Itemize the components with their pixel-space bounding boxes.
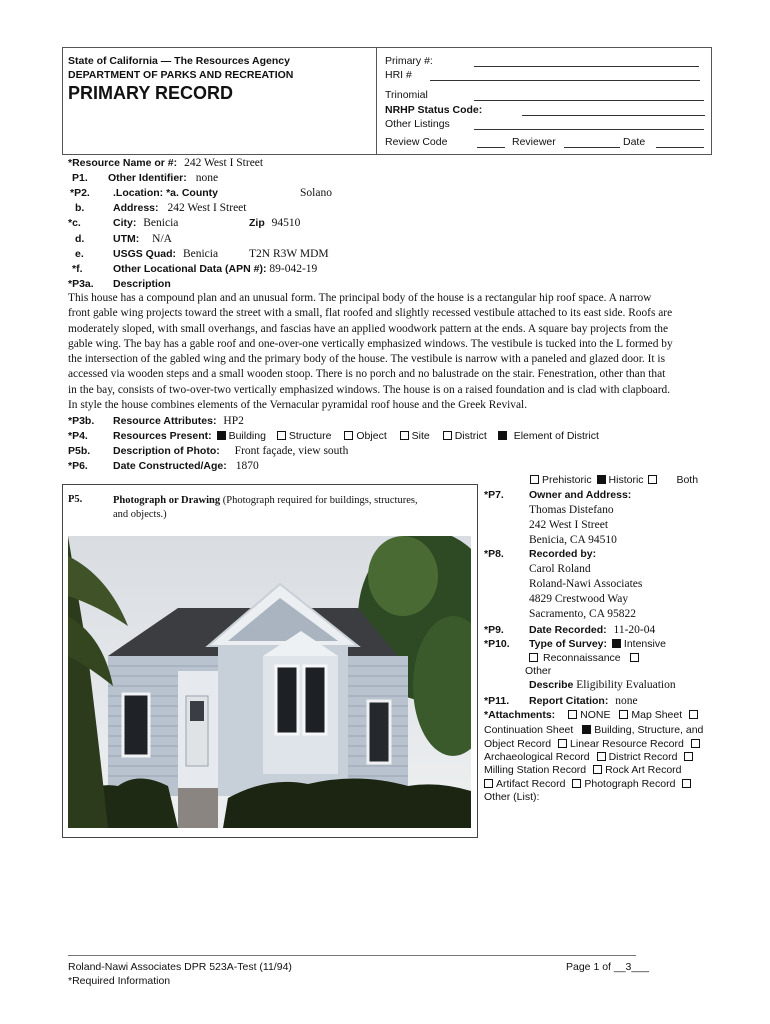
recorder-firm: Roland-Nawi Associates	[529, 578, 643, 590]
none-option: NONE	[580, 709, 611, 721]
date-constructed-label: Date Constructed/Age:	[113, 460, 227, 472]
linear-resource-option: Linear Resource Record	[570, 738, 684, 750]
hri-label: HRI #	[385, 69, 412, 81]
archaeological-checkbox[interactable]	[691, 739, 700, 748]
rock-art-checkbox[interactable]	[593, 765, 602, 774]
element-of-district-checkbox[interactable]	[498, 431, 507, 440]
owner-street: 242 West I Street	[529, 519, 609, 531]
primary-number-label: Primary #:	[385, 55, 433, 67]
department-name: DEPARTMENT OF PARKS AND RECREATION	[68, 69, 294, 81]
attributes-value: HP2	[223, 415, 244, 427]
header-divider	[376, 47, 377, 154]
survey-type-label: Type of Survey:	[529, 638, 607, 650]
zip-row	[249, 216, 300, 230]
describe-row	[529, 678, 676, 692]
description-line: accessed via wooden steps and a small wooden stoop. There is no porch and no balustrade on the stair. Fenestration, other than that	[68, 368, 666, 381]
district-option: District	[454, 430, 487, 442]
primary-number-line	[474, 57, 699, 67]
p3b-code: *P3b.	[68, 415, 95, 427]
other-survey-option: Other	[525, 665, 552, 677]
object-option: Object	[356, 430, 387, 442]
attachments-row-2	[484, 723, 703, 737]
p2-county-value: Solano	[300, 187, 332, 199]
date-recorded-row	[529, 623, 655, 637]
reviewer-line	[564, 138, 620, 148]
apn-label: Other Locational Data (APN #):	[113, 263, 267, 275]
p8-code: *P8.	[484, 548, 504, 560]
p5-note-2: and objects.)	[113, 509, 167, 520]
usgs-row	[113, 247, 218, 261]
p5-caption	[113, 494, 418, 522]
required-info-note: *Required Information	[68, 975, 171, 987]
p5b-code: P5b.	[68, 445, 91, 457]
district-checkbox[interactable]	[443, 431, 452, 440]
trinomial-label: Trinomial	[385, 89, 428, 101]
prehistoric-option: Prehistoric	[542, 474, 592, 486]
p4-code: *P4.	[68, 430, 88, 442]
attributes-row	[113, 414, 244, 428]
report-citation-row	[529, 694, 638, 708]
date-recorded-label: Date Recorded:	[529, 624, 607, 636]
apn-row	[113, 262, 317, 276]
survey-type-row	[529, 637, 666, 651]
p2-code: *P2.	[70, 187, 90, 199]
trinomial-line	[474, 91, 704, 101]
both-checkbox[interactable]	[648, 475, 657, 484]
description-line: front gable wing projects toward the street with a small, flat roofed and slightly recessed vestibule attached to its east side. Roofs are	[68, 307, 673, 320]
archaeological-option: Archaeological Record	[484, 751, 590, 763]
description-line: in the bay, consists of two-over-two vertically emphasized windows. The house is on a raised foundation and is clad with clapboard.	[68, 383, 671, 396]
recorded-by-label: Recorded by:	[529, 548, 597, 560]
resources-present-row	[113, 429, 599, 443]
p6-code: *P6.	[68, 460, 88, 472]
other-survey-checkbox[interactable]	[630, 653, 639, 662]
description-line: In style the house combines elements of the Vernacular pyramidal roof house and the Greek Revival.	[68, 399, 528, 412]
p11-code: *P11.	[484, 695, 510, 707]
date-constructed-row	[113, 459, 259, 473]
rock-art-option: Rock Art Record	[605, 764, 682, 776]
p1-value: none	[195, 172, 219, 184]
site-option: Site	[411, 430, 430, 442]
describe-value: Eligibility Evaluation	[576, 679, 676, 691]
b-code: b.	[75, 202, 85, 214]
building-option: Building	[228, 430, 266, 442]
p2-label: .Location: *a. County	[113, 187, 218, 199]
date-recorded-value: 11-20-04	[613, 624, 656, 636]
agency-name: State of California — The Resources Agency	[68, 55, 290, 67]
other-listings-label: Other Listings	[385, 118, 450, 130]
photo-description-label: Description of Photo:	[113, 445, 220, 457]
recorder-name: Carol Roland	[529, 563, 591, 575]
historic-option: Historic	[608, 474, 644, 486]
district-record-option: District Record	[608, 751, 678, 763]
apn-value: 89-042-19	[269, 263, 318, 275]
p1-fields	[108, 171, 218, 185]
utm-row	[113, 232, 172, 246]
p3a-code: *P3a.	[68, 278, 94, 290]
artifact-record-checkbox[interactable]	[484, 779, 493, 788]
description-line: the intersection of the gabled wing and the primary body of the house. The vestibule is narrow with a paneled and glazed door. It is	[68, 353, 666, 366]
continuation-sheet-checkbox[interactable]	[689, 710, 698, 719]
historic-checkbox[interactable]	[597, 475, 606, 484]
object-record-option: Object Record	[484, 738, 552, 750]
attachments-row-4	[484, 750, 696, 764]
attachments-row-5	[484, 763, 682, 777]
zip-label: Zip	[249, 217, 265, 229]
other-list-option: Other (List):	[484, 791, 540, 803]
describe-label: Describe	[529, 679, 574, 691]
description-line: This house has a compound plan and an unusual form. The principal body of the house is a rectangular hip roof space. A narrow	[68, 292, 652, 304]
p1-row	[72, 171, 88, 185]
attributes-label: Resource Attributes:	[113, 415, 217, 427]
address-value: 242 West I Street	[167, 202, 247, 214]
e-code: e.	[75, 248, 84, 260]
f-code: *f.	[72, 263, 83, 275]
usgs-value: Benicia	[182, 248, 219, 260]
both-option: Both	[676, 474, 699, 486]
hri-line	[430, 71, 700, 81]
photograph-record-option: Photograph Record	[584, 778, 676, 790]
description-line: gable wing. The bay has a gable roof and one-over-one vertically emphasized windows. The vestibule is tucked into the L formed by	[68, 337, 673, 350]
city-row	[113, 216, 178, 230]
nrhp-status-line	[522, 106, 705, 116]
continuation-sheet-option: Continuation Sheet	[484, 724, 574, 736]
photo-description-row	[113, 444, 348, 458]
utm-label: UTM:	[113, 233, 140, 245]
building-checkbox[interactable]	[217, 431, 226, 440]
linear-resource-checkbox[interactable]	[558, 739, 567, 748]
form-identifier: Roland-Nawi Associates DPR 523A-Test (11/94)	[68, 961, 292, 973]
owner-city: Benicia, CA 94510	[529, 534, 617, 546]
p7-code: *P7.	[484, 489, 504, 501]
resource-name-value: 242 West I Street	[184, 157, 264, 169]
footer-divider	[68, 955, 636, 956]
city-value: Benicia	[143, 217, 179, 229]
object-checkbox[interactable]	[344, 431, 353, 440]
address-label: Address:	[113, 202, 159, 214]
date-line	[656, 138, 704, 148]
p10-code: *P10.	[484, 638, 510, 650]
attachments-row-6	[484, 777, 694, 791]
structure-checkbox[interactable]	[277, 431, 286, 440]
date-label: Date	[623, 136, 646, 148]
review-code-line	[477, 138, 505, 148]
recorder-city: Sacramento, CA 95822	[529, 608, 636, 620]
page-title: PRIMARY RECORD	[68, 83, 234, 103]
owner-label: Owner and Address:	[529, 489, 632, 501]
map-sheet-option: Map Sheet	[631, 709, 683, 721]
house-photo	[68, 536, 471, 828]
p5-code: P5.	[68, 494, 83, 505]
attachments-row-3	[484, 737, 703, 751]
none-checkbox[interactable]	[568, 710, 577, 719]
d-code: d.	[75, 233, 85, 245]
address-row	[113, 201, 246, 215]
recorder-street: 4829 Crestwood Way	[529, 593, 629, 605]
city-label: City:	[113, 217, 137, 229]
reconnaissance-row	[527, 651, 642, 665]
c-code: *c.	[68, 217, 81, 229]
artifact-record-option: Artifact Record	[496, 778, 566, 790]
resource-name-row	[68, 156, 263, 170]
photograph-record-checkbox[interactable]	[572, 779, 581, 788]
review-code-label: Review Code	[385, 136, 448, 148]
photo-description-value: Front façade, view south	[234, 445, 349, 457]
reconnaissance-option: Reconnaissance	[543, 652, 621, 664]
usgs-township: T2N R3W MDM	[249, 248, 329, 260]
intensive-option: Intensive	[623, 638, 666, 650]
map-sheet-checkbox[interactable]	[619, 710, 628, 719]
intensive-checkbox[interactable]	[612, 639, 621, 648]
p9-code: *P9.	[484, 624, 504, 636]
p5-label: Photograph or Drawing	[113, 495, 221, 506]
reviewer-label: Reviewer	[512, 136, 556, 148]
element-of-district-option: Element of District	[513, 430, 599, 442]
milling-station-checkbox[interactable]	[684, 752, 693, 761]
prehistoric-checkbox[interactable]	[530, 475, 539, 484]
site-checkbox[interactable]	[400, 431, 409, 440]
other-listings-line	[474, 120, 704, 130]
p3a-label: Description	[113, 278, 171, 290]
attachments-label: *Attachments:	[484, 709, 556, 721]
p1-code: P1.	[72, 172, 88, 184]
structure-option: Structure	[288, 430, 332, 442]
p5-note: (Photograph required for buildings, structures,	[222, 495, 418, 506]
district-record-checkbox[interactable]	[597, 752, 606, 761]
other-list-checkbox[interactable]	[682, 779, 691, 788]
building-structure-option: Building, Structure, and	[594, 724, 704, 736]
utm-value: N/A	[152, 233, 172, 245]
nrhp-status-label: NRHP Status Code:	[385, 104, 483, 116]
date-constructed-value: 1870	[235, 460, 259, 472]
report-citation-value: none	[615, 695, 638, 707]
reconnaissance-checkbox[interactable]	[529, 653, 538, 662]
p1-label: Other Identifier:	[108, 172, 187, 184]
owner-name: Thomas Distefano	[529, 504, 614, 516]
age-options-row	[528, 473, 698, 487]
page-number: Page 1 of __3___	[566, 961, 649, 973]
resources-present-label: Resources Present:	[113, 430, 212, 442]
description-paragraph	[68, 291, 716, 413]
resource-name-label: *Resource Name or #:	[68, 157, 178, 169]
description-line: moderately sloped, with small overhangs, and fascias have an applied woodwork pattern at the ends. A square bay projects from the	[68, 322, 669, 335]
zip-value: 94510	[271, 217, 301, 229]
usgs-label: USGS Quad:	[113, 248, 177, 260]
attachments-row-1	[484, 708, 701, 722]
building-structure-checkbox[interactable]	[582, 725, 591, 734]
milling-station-option: Milling Station Record	[484, 764, 587, 776]
report-citation-label: Report Citation:	[529, 695, 609, 707]
